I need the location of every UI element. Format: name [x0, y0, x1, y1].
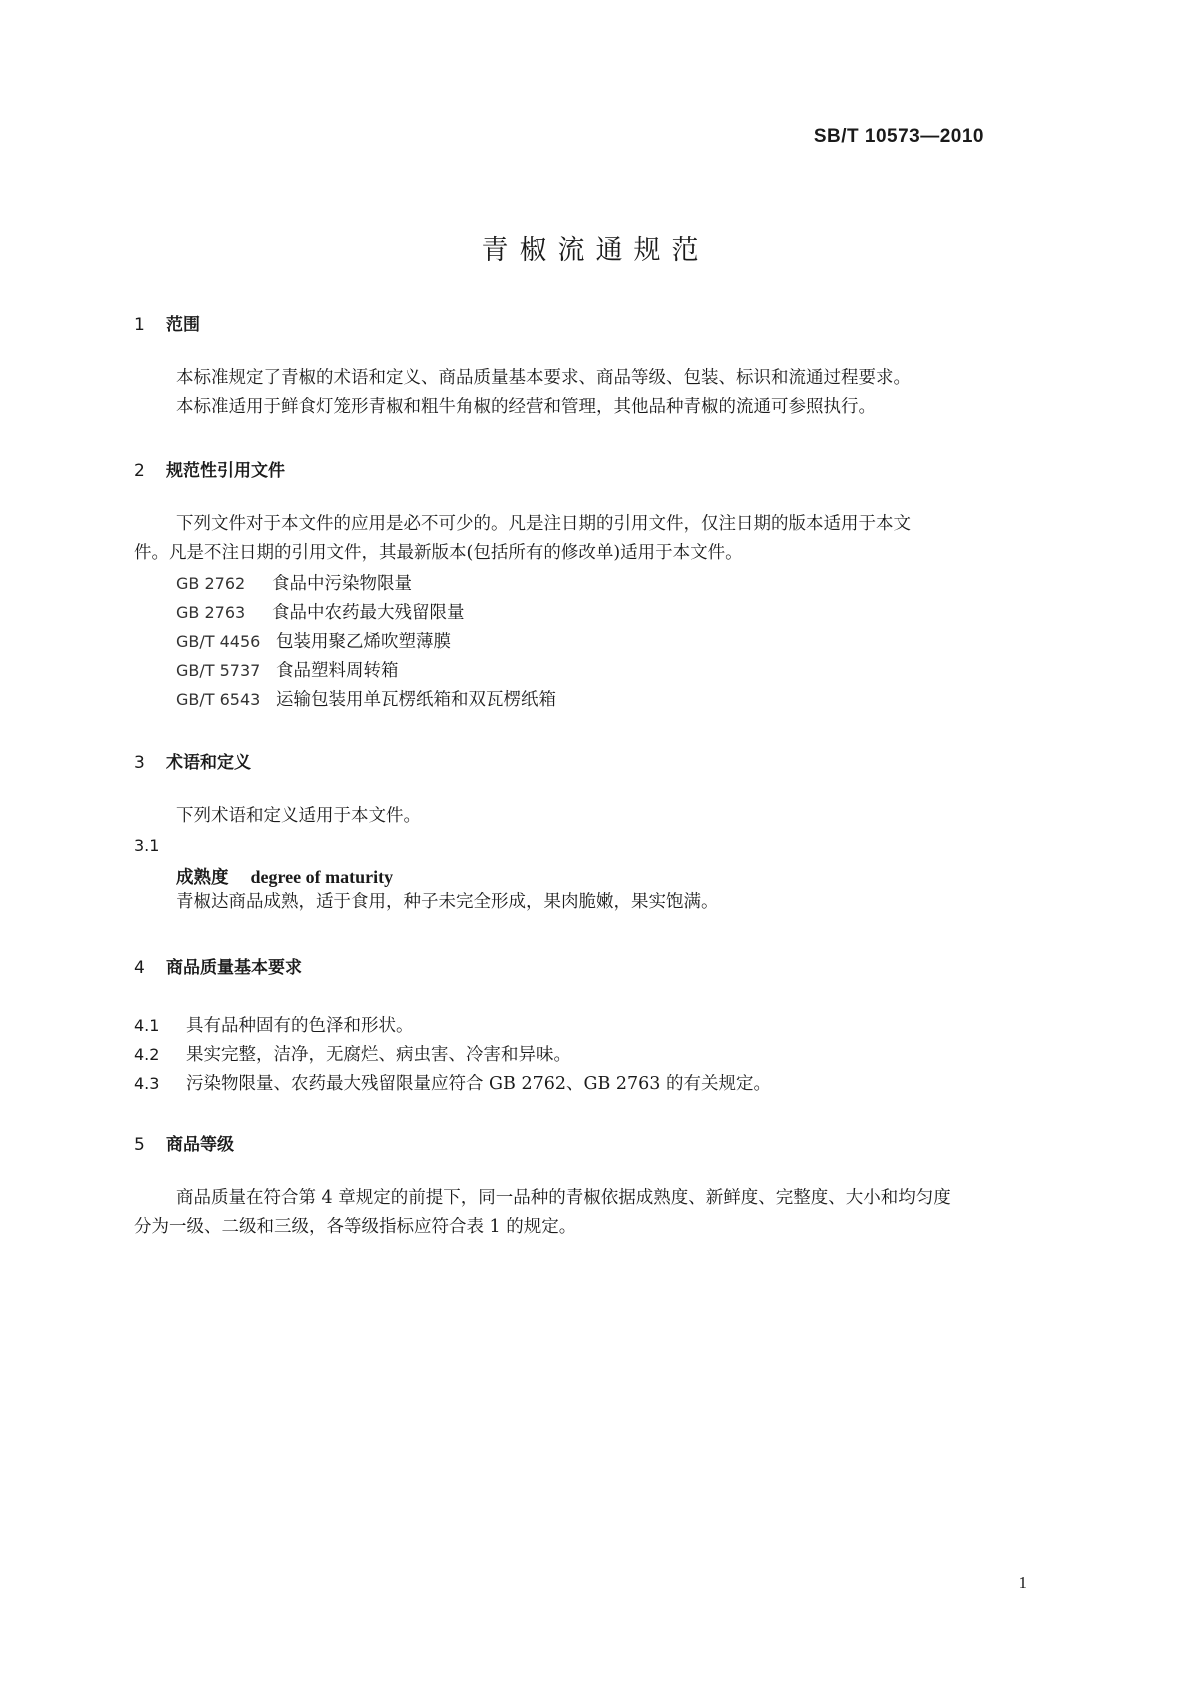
- reference-code: GB 2763: [176, 603, 246, 622]
- reference-code: GB/T 4456: [176, 632, 261, 651]
- section-title: 范围: [166, 315, 200, 335]
- reference-code: GB/T 6543: [176, 690, 261, 709]
- reference-item: [176, 570, 412, 595]
- scope-paragraph-1: 本标准规定了青椒的术语和定义、商品质量基本要求、商品等级、包装、标识和流通过程要求。: [176, 368, 911, 388]
- clause-text: 果实完整，洁净，无腐烂、病虫害、冷害和异味。: [186, 1045, 571, 1065]
- section-4-heading: [134, 953, 302, 978]
- page-number: 1: [1018, 1573, 1027, 1592]
- clause-text: 污染物限量、农药最大残留限量应符合 GB 2762、GB 2763 的有关规定。: [186, 1074, 772, 1094]
- section-title: 商品质量基本要求: [166, 958, 302, 978]
- document-title: 青椒流通规范: [481, 235, 710, 266]
- term-chinese: 成熟度: [176, 868, 229, 888]
- clause-item: [134, 1070, 771, 1095]
- reference-code: GB 2762: [176, 574, 246, 593]
- section-number: 4: [134, 958, 145, 978]
- section-title: 规范性引用文件: [166, 461, 285, 481]
- document-id: SB/T 10573—2010: [813, 126, 984, 147]
- section-title: 术语和定义: [166, 753, 251, 773]
- clause-item: [134, 1012, 414, 1037]
- references-intro-line-2: 件。凡是不注日期的引用文件，其最新版本(包括所有的修改单)适用于本文件。: [134, 543, 743, 563]
- clause-text: 具有品种固有的色泽和形状。: [186, 1016, 414, 1036]
- scope-paragraph-2: 本标准适用于鲜食灯笼形青椒和粗牛角椒的经营和管理，其他品种青椒的流通可参照执行。: [176, 397, 876, 417]
- terms-intro: 下列术语和定义适用于本文件。: [176, 806, 421, 826]
- term-english: degree of maturity: [250, 867, 394, 887]
- subclause-number: [134, 836, 186, 856]
- section-title: 商品等级: [166, 1135, 234, 1155]
- reference-name: 包装用聚乙烯吹塑薄膜: [276, 632, 451, 652]
- references-intro-line-1: 下列文件对于本文件的应用是必不可少的。凡是注日期的引用文件，仅注日期的版本适用于本文: [176, 514, 911, 534]
- reference-item: [176, 686, 556, 711]
- section-5-heading: [134, 1130, 234, 1155]
- section-3-heading: [134, 748, 251, 773]
- section-1-heading: [134, 310, 200, 335]
- section-number: 1: [134, 315, 145, 335]
- section-2-heading: [134, 456, 285, 481]
- term-definition: 青椒达商品成熟，适于食用，种子未完全形成，果肉脆嫩，果实饱满。: [176, 892, 719, 912]
- clause-number: 3.1: [134, 836, 160, 855]
- reference-code: GB/T 5737: [176, 661, 261, 680]
- grades-paragraph-line-2: 分为一级、二级和三级，各等级指标应符合表 1 的规定。: [134, 1217, 577, 1237]
- section-number: 3: [134, 753, 145, 773]
- clause-number: 4.3: [134, 1074, 160, 1093]
- reference-name: 食品塑料周转箱: [276, 661, 399, 681]
- clause-number: 4.2: [134, 1045, 160, 1064]
- reference-item: [176, 628, 451, 653]
- reference-name: 食品中农药最大残留限量: [272, 603, 465, 623]
- clause-item: [134, 1041, 571, 1066]
- section-number: 5: [134, 1135, 145, 1155]
- reference-item: [176, 657, 399, 682]
- grades-paragraph-line-1: 商品质量在符合第 4 章规定的前提下，同一品种的青椒依据成熟度、新鲜度、完整度、大小和均匀度: [176, 1188, 951, 1208]
- reference-name: 运输包装用单瓦楞纸箱和双瓦楞纸箱: [276, 690, 556, 710]
- clause-number: 4.1: [134, 1016, 160, 1035]
- section-number: 2: [134, 461, 145, 481]
- reference-name: 食品中污染物限量: [272, 574, 412, 594]
- reference-item: [176, 599, 465, 624]
